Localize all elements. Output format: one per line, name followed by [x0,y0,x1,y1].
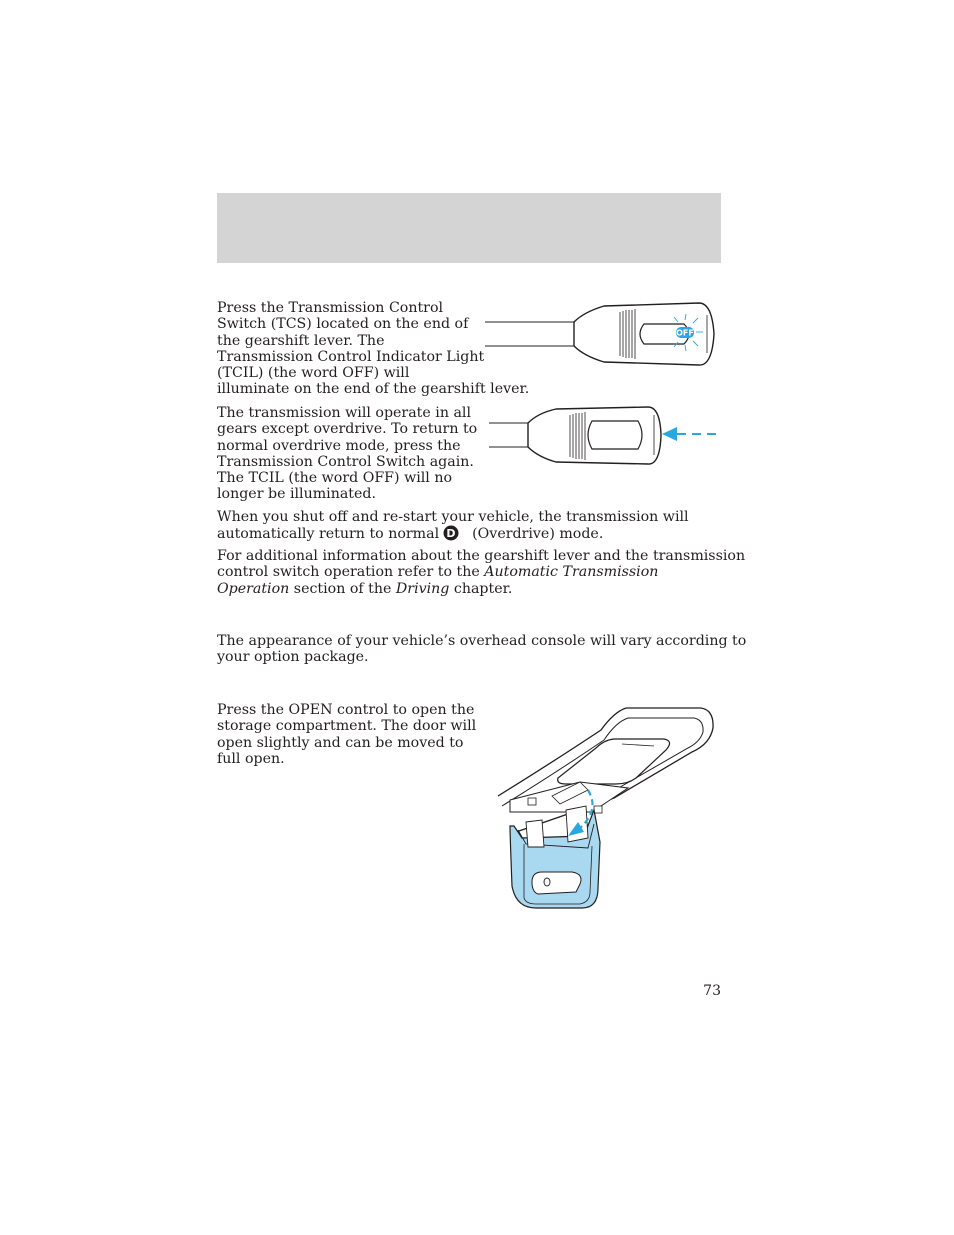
tcs-instruction-paragraph: Press the Transmission Control Switch (TCS) located on the end of the gearshift lever. The Transmission Control Indicator Light (TCIL) (the word OFF) will illuminate on the end of the gearshift lever. [217,300,530,398]
gearshift-off-illustration [484,300,720,370]
off-indicator-label: OFF [676,328,694,338]
restart-paragraph: When you shut off and re-start your vehicle, the transmission will automatically return to normal D (Overdrive) mode. [217,509,689,543]
overhead-console-illustration [496,702,718,912]
tcs-return-paragraph: The transmission will operate in all gears except overdrive. To return to normal overdrive mode, press the Transmission Control Switch again. The TCIL (the word OFF) will no longer be illuminated. [217,405,478,503]
operation-ref: Operation [217,580,290,597]
automatic-transmission-ref: Automatic Transmission [484,564,659,581]
additional-info-paragraph: For additional information about the gearshift lever and the transmission control switch operation refer to the Automatic Transmission Operation section of the Driving chapter. [217,548,746,597]
storage-compartment-paragraph: Press the OPEN control to open the storage compartment. The door will open slightly and can be moved to full open. [217,702,477,767]
gearshift-press-illustration [488,403,723,469]
page-number: 73 [703,983,721,999]
svg-text:D: D [446,527,456,541]
overdrive-d-icon [442,525,462,541]
driving-chapter-ref: Driving [395,580,450,597]
section-header-bar [217,193,721,263]
overhead-console-intro: The appearance of your vehicle’s overhead console will vary according to your option package. [217,633,747,666]
